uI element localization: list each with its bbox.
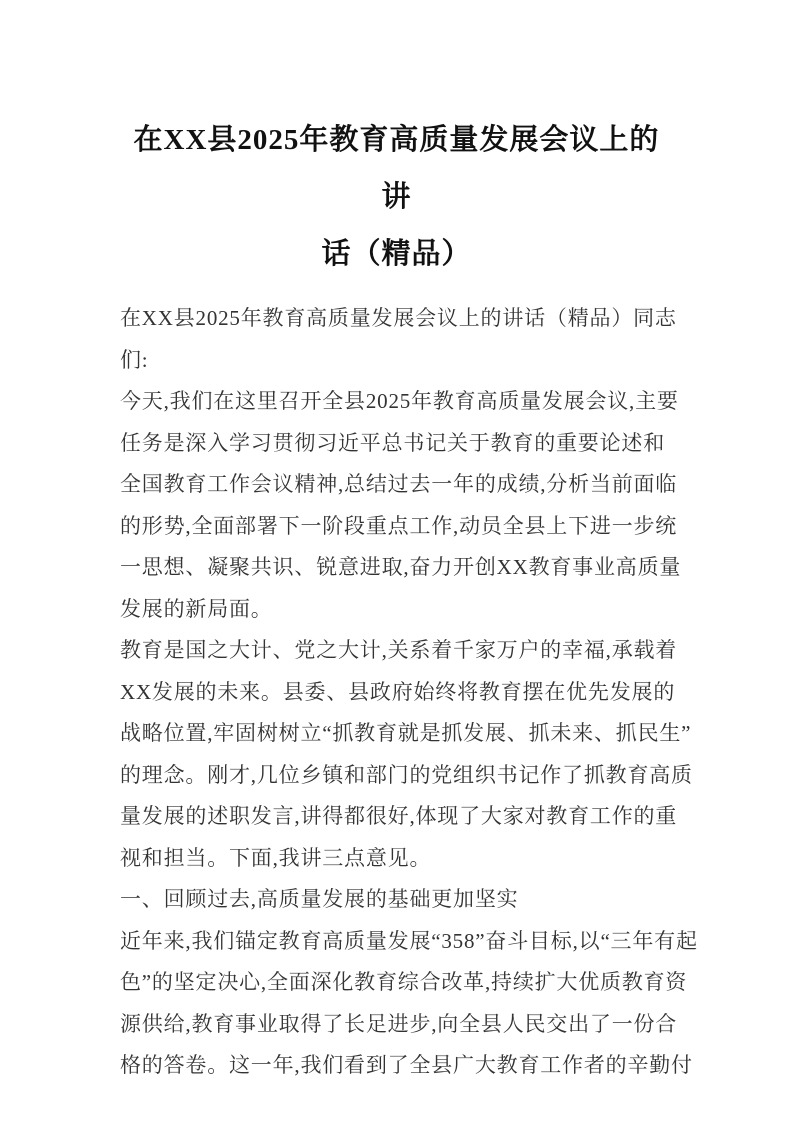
text-line: XX发展的未来。县委、县政府始终将教育摆在优先发展的 [120, 679, 676, 704]
text-line: 话（精品） [321, 238, 472, 270]
review-paragraph [120, 921, 698, 1087]
section-heading-one [120, 879, 673, 921]
salutation-paragraph [120, 298, 677, 381]
document-title [120, 112, 673, 283]
text-line: 色”的坚定决心,全面深化教育综合改革,持续扩大优质教育资 [120, 970, 688, 994]
text-line: 的理念。刚才,几位乡镇和部门的党组织书记作了抓教育高质 [120, 762, 693, 787]
text-line: 量发展的述职发言,讲得都很好,体现了大家对教育工作的重 [120, 804, 678, 828]
text-line: 今天,我们在这里召开全县2025年教育高质量发展会议,主要 [120, 389, 679, 413]
text-line: 格的答卷。这一年,我们看到了全县广大教育工作者的辛勤付 [120, 1053, 693, 1077]
text-line: 在XX县2025年教育高质量发展会议上的讲话（精品）同志 [120, 306, 677, 330]
document-body [120, 112, 698, 1087]
text-line: 们: [120, 347, 149, 372]
text-line: 在XX县2025年教育高质量发展会议上的讲 [133, 124, 660, 213]
text-line: 发展的新局面。 [120, 596, 273, 621]
text-line: 视和担当。下面,我讲三点意见。 [120, 845, 432, 870]
text-line: 的形势,全面部署下一阶段重点工作,动员全县上下进一步统 [120, 513, 678, 538]
context-paragraph [120, 630, 693, 879]
text-line: 战略位置,牢固树树立“抓教育就是抓发展、抓未来、抓民生” [120, 721, 692, 745]
text-line: 源供给,教育事业取得了长足进步,向全县人民交出了一份合 [120, 1011, 678, 1036]
text-line: 一思想、凝聚共识、锐意进取,奋力开创XX教育事业高质量 [120, 555, 682, 579]
text-line: 全国教育工作会议精神,总结过去一年的成绩,分析当前面临 [120, 472, 678, 496]
text-line: 近年来,我们锚定教育高质量发展“358”奋斗目标,以“三年有起 [120, 928, 698, 953]
intro-paragraph [120, 381, 682, 630]
text-line: 教育是国之大计、党之大计,关系着千家万户的幸福,承载着 [120, 638, 678, 662]
text-line: 一、回顾过去,高质量发展的基础更加坚实 [120, 887, 519, 911]
text-line: 任务是深入学习贯彻习近平总书记关于教育的重要论述和 [120, 430, 665, 455]
